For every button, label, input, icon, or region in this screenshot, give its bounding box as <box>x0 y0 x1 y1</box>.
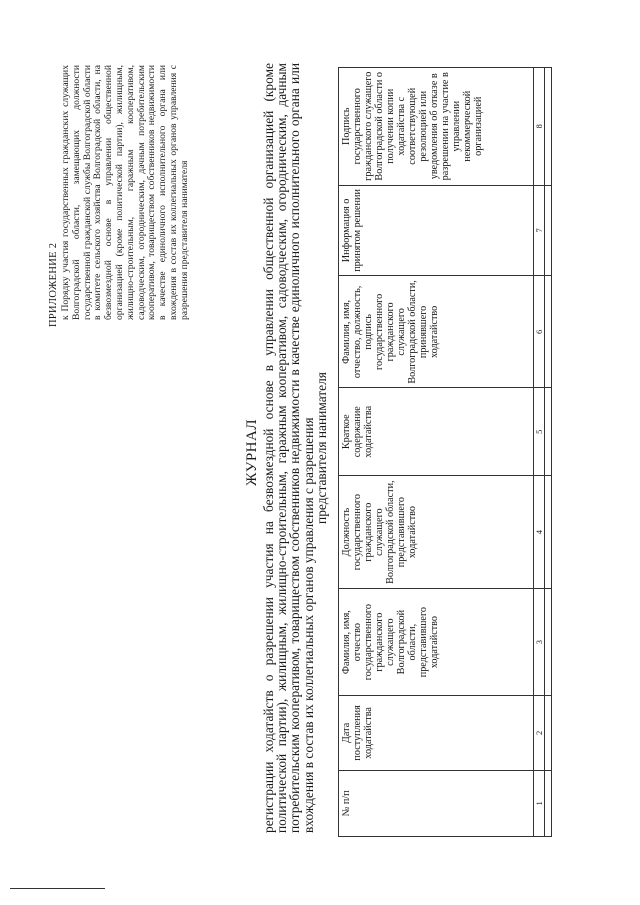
journal-subtitle-main: регистрации ходатайств о разрешении участия на безвозмездной основе в управлении общественной организацией (кроме политической партии), жилищным, жилищно-строительным, гаражным кооперативом, садоводческим, огородническим, дачным потребительским кооперативом, товариществом собственников недвижимости в качестве единоличного исполнительного органа или вхождения в состав их коллегиальных органов управления с разрешения <box>261 63 316 833</box>
table-cell <box>545 185 552 276</box>
table-cell <box>545 68 552 186</box>
column-header-receiver: Фамилия, имя, отчество, должность, подпись государственного гражданского служащего Волгоградской области, принявшего ходатайство <box>339 276 534 388</box>
footer-rule <box>10 888 105 889</box>
column-number: 3 <box>534 589 545 696</box>
appendix-intro-text: к Порядку участия государственных гражданских служащих Волгоградской области, замещающих должности государственной гражданской службы Волгоградской области в комитете сельского хозяйства Волгоградской области, на безвозмездной основе в управлении общественной организацией (кроме политической партии), жилищным, жилищно-строительным, гаражным кооперативом, садоводческим, огородническим, дачным потребительским кооперативом, товариществом собственников недвижимости в качестве единоличного исполнительного органа или вхождения в состав их коллегиальных органов управления с разрешения представителя нанимателя <box>60 65 190 320</box>
journal-subtitle <box>262 63 328 833</box>
column-header-signature: Подпись государственного гражданского служащего Волгоградской области о получении копии ходатайства с соответствующей резолюцией или уведомления об отказе в разрешении на участие в управлении некоммерческой организацией <box>339 68 534 186</box>
registration-journal-table <box>338 67 552 837</box>
column-header-summary: Краткое содержание ходатайства <box>339 388 534 476</box>
journal-subtitle-last: представителя нанимателя <box>313 372 329 524</box>
column-number: 5 <box>534 388 545 476</box>
table-row <box>545 68 552 837</box>
table-number-row <box>534 68 545 837</box>
journal-title: ЖУРНАЛ <box>244 418 260 487</box>
table-cell <box>545 696 552 771</box>
table-cell <box>545 589 552 696</box>
column-header-number: № п/п <box>339 770 534 836</box>
appendix-label: ПРИЛОЖЕНИЕ 2 <box>48 242 59 327</box>
table-cell <box>545 276 552 388</box>
column-number: 2 <box>534 696 545 771</box>
table-cell <box>545 476 552 589</box>
column-number: 6 <box>534 276 545 388</box>
column-number: 8 <box>534 68 545 186</box>
column-header-decision: Информация о принятом решении <box>339 185 534 276</box>
column-header-servant-name: Фамилия, имя, отчество государственного гражданского служащего Волгоградской области, представившего ходатайство <box>339 589 534 696</box>
column-number: 4 <box>534 476 545 589</box>
table-header-row <box>339 68 534 837</box>
column-header-date: Дата поступления ходатайства <box>339 696 534 771</box>
table-cell <box>545 388 552 476</box>
column-header-servant-position: Должность государственного гражданского служащего Волгоградской области, представившего ходатайство <box>339 476 534 589</box>
table-cell <box>545 770 552 836</box>
column-number: 7 <box>534 185 545 276</box>
column-number: 1 <box>534 770 545 836</box>
